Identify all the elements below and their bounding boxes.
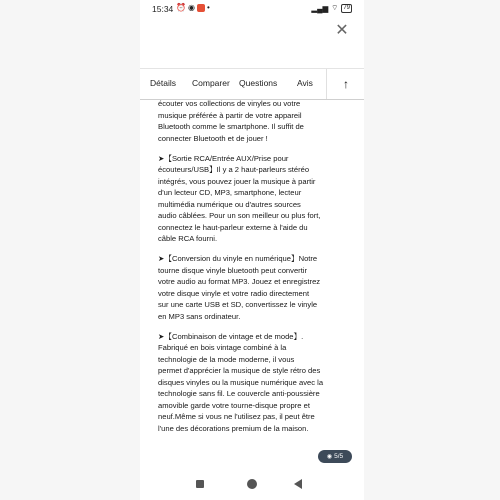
- text-line: tourne disque vinyle bluetooth peut convertir: [158, 265, 308, 275]
- text-line: ➤【Conversion du vinyle en numérique】Notre: [158, 254, 318, 263]
- phone-screen: [140, 0, 364, 500]
- text-line: disques vinyles ou la musique numérique avec la: [158, 377, 324, 387]
- description-paragraph-vintage: [158, 331, 354, 435]
- text-line: technologie de la mode moderne, il vous: [158, 354, 295, 364]
- text-line: écouter vos collections de vinyles ou votre: [158, 99, 301, 108]
- status-notification-icons: [176, 3, 210, 13]
- close-button[interactable]: ✕: [335, 22, 349, 39]
- text-line: permet d'apprécier la musique de style rétro des: [158, 366, 321, 375]
- recent-apps-button[interactable]: [196, 480, 204, 488]
- text-line: en MP3 sans ordinateur.: [158, 311, 241, 321]
- text-line: multimédia numérique ou d'autres sources: [158, 199, 301, 209]
- text-line: intégrés, vous pouvez jouer la musique à partir: [158, 176, 316, 186]
- text-line: Bluetooth comme le smartphone. Il suffit de: [158, 122, 304, 131]
- text-line: Fabriqué en bois vintage combiné à la: [158, 343, 287, 352]
- text-line: votre disque vinyle et votre radio directement: [158, 288, 310, 298]
- alarm-icon: ⏰: [176, 3, 186, 12]
- text-line: d'un lecteur CD, MP3, smartphone, lecteur: [158, 188, 302, 197]
- description-paragraph-outputs: [158, 153, 354, 245]
- text-line: neuf.Même si vous ne l'utilisez pas, il peut être: [158, 412, 315, 421]
- tab-questions[interactable]: Questions: [239, 78, 278, 88]
- text-line: ➤【Sortie RCA/Entrée AUX/Prise pour: [158, 153, 289, 163]
- sync-icon: ◉: [187, 3, 195, 12]
- text-line: câble RCA fourni.: [158, 234, 218, 243]
- text-line: votre audio au format MP3. Jouez et enregistrez: [158, 277, 321, 286]
- page-count: 5/5: [334, 453, 344, 460]
- text-line: technologie sans fil. Le couvercle anti-poussière: [158, 389, 320, 398]
- dot-icon: •: [206, 3, 210, 12]
- battery-icon: 79: [343, 4, 350, 11]
- text-line: amovible garde votre tourne-disque propre et: [158, 400, 310, 410]
- tab-compare[interactable]: Comparer: [192, 78, 230, 88]
- back-button[interactable]: [294, 479, 302, 489]
- text-line: musique préférée à partir de votre appareil: [158, 110, 302, 120]
- tab-reviews[interactable]: Avis: [297, 78, 313, 88]
- tab-details[interactable]: Détails: [150, 78, 176, 88]
- status-bar: [140, 0, 364, 18]
- text-line: l'une des décorations premium de la maison.: [158, 423, 309, 433]
- app-notification-icon: [197, 4, 205, 12]
- camera-icon: ◉: [326, 454, 333, 460]
- text-line: connectez le haut-parleur externe à l'aide du: [158, 222, 308, 232]
- status-system-icons: [311, 3, 352, 13]
- wifi-icon: ⌔: [331, 3, 339, 12]
- description-paragraph-bluetooth: [158, 98, 354, 144]
- arrow-up-icon: ↑: [343, 77, 349, 91]
- status-time: 15:34: [152, 4, 174, 14]
- home-button[interactable]: [247, 479, 257, 489]
- description-paragraph-conversion: [158, 253, 354, 322]
- text-line: ➤【Combinaison de vintage et de mode】.: [158, 331, 304, 341]
- image-page-indicator[interactable]: [318, 450, 352, 463]
- signal-icon: ▂▄▆: [311, 3, 329, 13]
- section-tab-bar: [140, 68, 364, 100]
- text-line: audio câblées. Pour un son meilleur ou plus fort,: [158, 211, 321, 220]
- system-navigation-bar: [140, 476, 364, 496]
- text-line: connecter Bluetooth et de jouer !: [158, 133, 268, 143]
- text-line: écouteurs/USB】Il y a 2 haut-parleurs stéréo: [158, 165, 310, 174]
- scroll-to-top-button[interactable]: [326, 69, 364, 99]
- text-line: sur une carte USB et SD, convertissez le vinyle: [158, 300, 318, 309]
- product-description: [158, 98, 354, 443]
